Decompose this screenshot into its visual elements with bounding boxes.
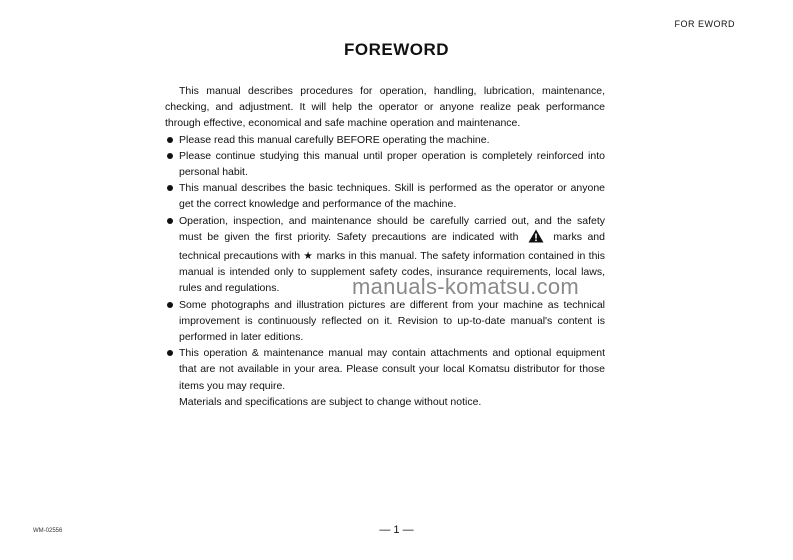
- bullet-item-attachments: This operation & maintenance manual may contain attachments and optional equipment that are not available in your area. Please consult your local Komatsu distributor for those items you may require.: [165, 345, 605, 394]
- bullet-item-basic-techniques: This manual describes the basic techniques. Skill is performed as the operator or anyone get the correct knowledge and performance of the machine.: [165, 180, 605, 212]
- warning-triangle-icon: [528, 229, 544, 248]
- bullet-item-read-manual: Please read this manual carefully BEFORE operating the machine.: [165, 132, 605, 148]
- foreword-body: [165, 83, 605, 410]
- document-code: WM-02556: [33, 528, 63, 534]
- section-header-label: FOR EWORD: [674, 19, 735, 29]
- bullet-item-continue-studying: Please continue studying this manual until proper operation is completely reinforced into personal habit.: [165, 148, 605, 180]
- page-title: FOREWORD: [343, 40, 450, 59]
- closing-note: Materials and specifications are subject to change without notice.: [179, 395, 482, 408]
- bullet-list: [165, 132, 605, 394]
- page-number: — 1 —: [379, 524, 414, 536]
- bullet-item-photographs: Some photographs and illustration pictures are different from your machine as technical improvement is continuously reflected on it. Revision to up-to-date manual's content is performed in later editions.: [165, 297, 605, 346]
- watermark-text: manuals-komatsu.com: [352, 274, 579, 299]
- safety-text-after: marks and technical precautions with ★ marks in this manual. The safety information contained in this manual is intended only to supplement safety codes, insurance requirements, local laws, rules and regulations.: [179, 230, 605, 295]
- intro-paragraph: This manual describes procedures for operation, handling, lubrication, maintenance, checking, and adjustment. It will help the operator or anyone realize peak performance through effective, economical and safe machine operation and maintenance.: [165, 85, 605, 130]
- safety-text-before: Operation, inspection, and maintenance should be carefully carried out, and the safety must be given the first priority. Safety precautions are indicated with: [179, 214, 605, 243]
